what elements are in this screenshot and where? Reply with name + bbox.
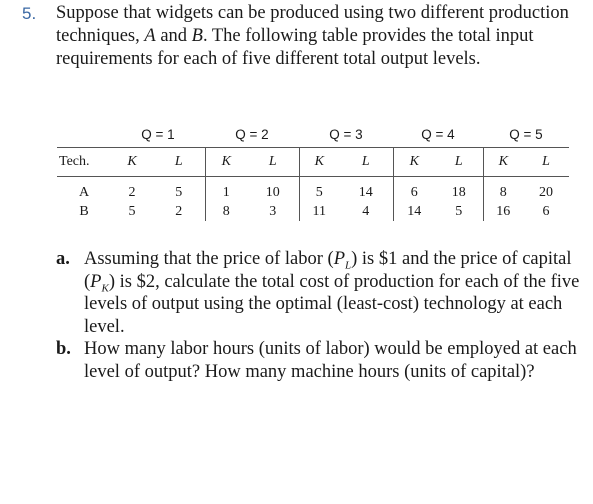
table-cell: 5 [455,203,463,219]
table-cell: 8 [205,202,247,221]
table-cell: 4 [362,203,370,219]
table-cell: 1 [205,177,247,203]
k-header: K [299,148,339,177]
tech-header: Tech. [57,148,111,177]
question-and: and [155,26,192,46]
output-level-5: Q = 5 [483,121,569,148]
question-text [56,3,569,69]
price-symbol: P [333,249,345,269]
output-level-2: Q = 2 [205,121,299,148]
table-row [57,177,569,203]
technique-b: B [191,26,203,46]
question-text-pre: Suppose that widgets can be produced using two different production techniques, [56,3,569,46]
part-a-text [84,249,579,337]
table-cell: 8 [483,177,523,203]
table-cell: 10 [265,184,280,200]
table-row [57,202,569,221]
table-cell: 20 [539,184,553,200]
table-cell: 14 [358,184,373,200]
k-header: K [393,148,435,177]
part-b [56,338,581,383]
part-a-text-3: ) is $2, calculate the total cost of production for each of the five levels of output using the optimal (least-cost) technology at each level. [84,271,580,337]
table-cell: 6 [542,203,550,219]
part-b-label: b. [56,339,71,359]
l-header: L [435,148,483,177]
k-header: K [483,148,523,177]
question-parts [56,248,581,383]
question-text-post: . The following table provides the total input requirements for each of five different total output levels. [56,26,534,69]
part-a-label: a. [56,249,70,269]
table-cell: 5 [175,184,183,200]
table-cell: 5 [299,177,339,203]
question-statement [22,2,582,71]
part-b-text: How many labor hours (units of labor) would be employed at each level of output? How many machine hours (units of capital)? [84,339,577,382]
technique-a: A [144,26,156,46]
part-a-text-1: Assuming that the price of labor ( [84,249,334,269]
tech-label: B [79,203,89,219]
part-a [56,248,581,338]
labor-subscript: L [345,259,352,272]
table-cell: 11 [299,202,339,221]
input-requirements-table [57,121,569,221]
output-level-row [57,121,569,148]
table-corner [57,121,111,148]
table-cell: 14 [393,202,435,221]
price-symbol: P [90,271,102,292]
capital-subscript: K [101,282,109,295]
l-header: L [247,148,299,177]
question-number: 5. [22,4,37,23]
input-header-row [57,148,569,177]
tech-label: A [78,184,90,200]
table-cell: 16 [483,202,523,221]
k-header: K [205,148,247,177]
k-header: K [111,148,153,177]
problem-5 [22,2,582,71]
table-cell: 2 [175,203,183,219]
output-level-1: Q = 1 [111,121,205,148]
table-cell: 2 [128,184,136,200]
table-cell: 3 [269,203,277,219]
l-header: L [523,148,569,177]
table-cell: 6 [393,177,435,203]
table-cell: 5 [128,203,136,219]
l-header: L [153,148,205,177]
output-level-3: Q = 3 [299,121,393,148]
output-level-4: Q = 4 [393,121,483,148]
part-a-text-2: ) is $1 and the price of capital ( [84,249,572,292]
l-header: L [339,148,393,177]
table-cell: 18 [451,184,466,200]
